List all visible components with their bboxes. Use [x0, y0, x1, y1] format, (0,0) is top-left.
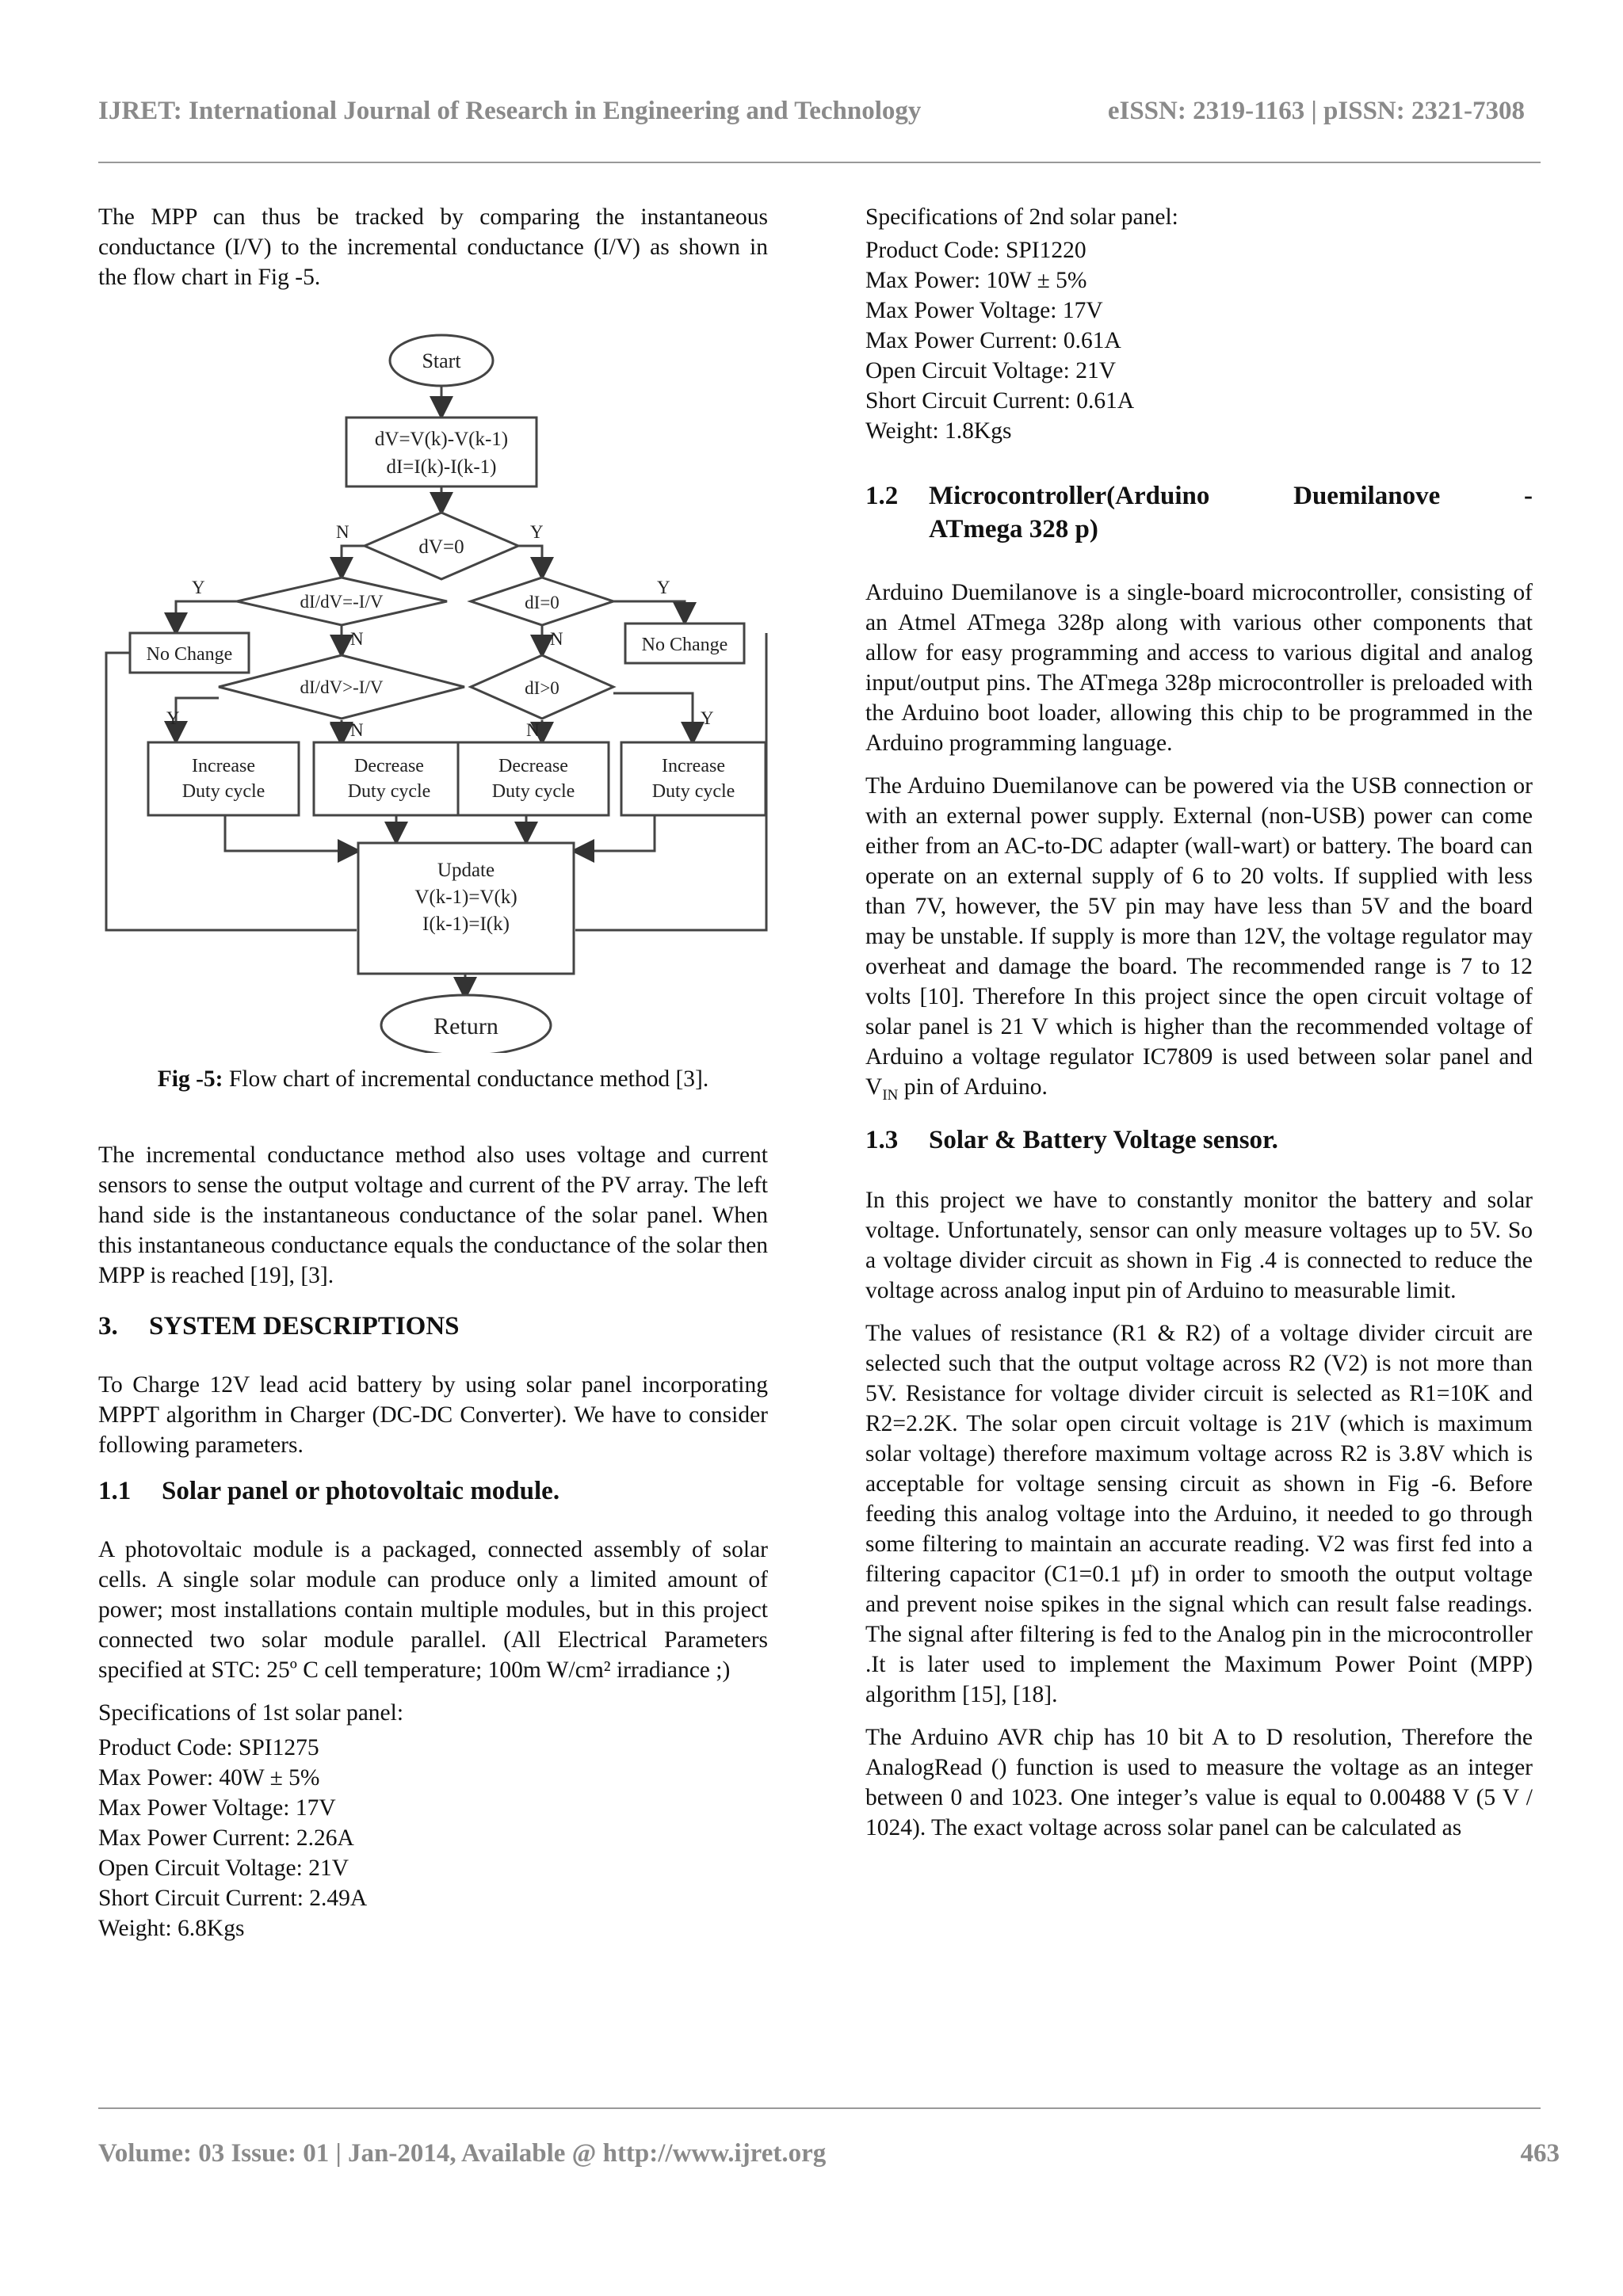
paragraph-power	[865, 771, 1533, 1111]
spec-item: Max Power: 40W ± 5%	[98, 1765, 320, 1791]
header-rule	[98, 162, 1541, 163]
flowchart-update-v: V(k-1)=V(k)	[414, 887, 517, 908]
section-number: 1.3	[865, 1125, 899, 1154]
spec-item: Weight: 1.8Kgs	[865, 418, 1012, 444]
flowchart-calc-dv: dV=V(k)-V(k-1)	[374, 429, 509, 450]
flowchart-label-y: Y	[166, 708, 180, 728]
flowchart-increase-b: Increase	[662, 756, 725, 776]
caption-label: Fig -5:	[157, 1066, 223, 1092]
spec-item: Open Circuit Voltage: 21V	[865, 358, 1117, 383]
flowchart-increase-b2: Duty cycle	[651, 781, 735, 802]
paragraph-adc: The Arduino AVR chip has 10 bit A to D resolution, Therefore the AnalogRead () function is used to measure the voltage as an integer between 0 and 1023. One integer’s value is equal to 0.00488 V (5 V / 1024). The exact voltage across solar panel can be calculated as	[865, 1724, 1533, 1840]
flowchart-label-n: N	[350, 720, 364, 740]
section-title: SYSTEM DESCRIPTIONS	[149, 1312, 460, 1341]
paragraph-system: To Charge 12V lead acid battery by using solar panel incorporating MPPT algorithm in Charger (DC-DC Converter). We have to consider following parameters.	[98, 1372, 768, 1458]
flowchart-update-i: I(k-1)=I(k)	[422, 913, 510, 935]
flowchart-decision-di0: dI=0	[525, 593, 559, 612]
journal-title: IJRET: International Journal of Research in Engineering and Technology	[98, 97, 922, 125]
flowchart-label-n: N	[550, 629, 563, 649]
section-number: 1.2	[865, 482, 899, 510]
section-title-cont: ATmega 328 p)	[929, 515, 1098, 543]
flowchart-label-y: Y	[192, 578, 205, 597]
flowchart-increase-a: Increase	[192, 756, 255, 776]
paragraph-pv-module: A photovoltaic module is a packaged, connected assembly of solar cells. A single solar module can produce only a limited amount of power; most installations contain multiple modules, but in this project connected two solar module parallel. (All Electrical Parameters specified at STC: 25º C cell temperature; 100m W/cm² irradiance ;)	[98, 1537, 768, 1683]
section-title-block	[929, 479, 1533, 546]
flowchart-decision-eq: dI/dV=-I/V	[300, 592, 384, 612]
power-text-end: pin of Arduino.	[898, 1074, 1048, 1100]
flowchart-increase-a2: Duty cycle	[181, 781, 265, 802]
spec-item: Max Power: 10W ± 5%	[865, 268, 1087, 293]
section-1-2-heading	[865, 479, 1533, 546]
flowchart-nochange-left: No Change	[146, 644, 233, 665]
section-title: Microcontroller(Arduino Duemilanove -	[929, 482, 1533, 510]
flowchart-label-y: Y	[657, 578, 670, 597]
spec2-title: Specifications of 2nd solar panel:	[865, 204, 1178, 230]
spec-item: Weight: 6.8Kgs	[98, 1916, 245, 1941]
paragraph-incremental: The incremental conductance method also uses voltage and current sensors to sense the output voltage and current of the PV array. The left hand side is the instantaneous conductance of the solar panel. When this instantaneous conductance equals the conductance of the solar then MPP is reached [19], [3].	[98, 1142, 768, 1288]
page-number: 463	[1520, 2139, 1560, 2168]
caption-text: Flow chart of incremental conductance method [3].	[223, 1066, 709, 1092]
flowchart-nochange-right: No Change	[641, 635, 728, 655]
flowchart-decrease-b: Decrease	[498, 756, 568, 776]
section-title: Solar panel or photovoltaic module.	[162, 1477, 560, 1505]
spec-item: Max Power Current: 0.61A	[865, 328, 1121, 353]
flowchart-start: Start	[422, 349, 461, 372]
footer-rule	[98, 2107, 1541, 2109]
spec-item: Max Power Voltage: 17V	[98, 1795, 336, 1821]
footer-volume: Volume: 03 Issue: 01 | Jan-2014, Available @ http://www.ijret.org	[98, 2139, 827, 2168]
flowchart-decrease-a2: Duty cycle	[347, 781, 431, 802]
section-number: 3.	[98, 1312, 118, 1341]
spec1-list	[98, 1733, 768, 1943]
flowchart-label-n: N	[526, 720, 540, 740]
spec2-list	[865, 235, 1533, 446]
paragraph-sensor: In this project we have to constantly monitor the battery and solar voltage. Unfortunately, sensor can only measure voltages up to 5V. So a voltage divider circuit as shown in Fig .4 is connected to reduce the voltage across analog input pin of Arduino to measurable limit.	[865, 1187, 1533, 1303]
spec-item: Open Circuit Voltage: 21V	[98, 1855, 349, 1881]
intro-paragraph: The MPP can thus be tracked by comparing the instantaneous conductance (I/V) to the incremental conductance (I/V) as shown in the flow chart in Fig -5.	[98, 204, 768, 290]
paragraph-divider: The values of resistance (R1 & R2) of a voltage divider circuit are selected such that the output voltage across R2 (V2) is not more than 5V. Resistance for voltage divider circuit is selected as R1=10K and R2=2.2K. The solar open circuit voltage is 21V (which is maximum solar voltage) therefore maximum voltage across R2 is 3.8V which is acceptable for voltage sensing circuit as shown in Fig -6. Before feeding this analog voltage into the Arduino, it needed to go through some filtering to maintain an accurate reading. V2 was first fed into a filtering capacitor (C1=0.1 µf) in order to smooth the output voltage and prevent noise spikes in the signal which can result false readings. The signal after filtering is fed to the Analog pin in the microcontroller .It is later used to implement the Maximum Power Point (MPP) algorithm [15], [18].	[865, 1320, 1533, 1707]
spec-item: Product Code: SPI1275	[98, 1735, 319, 1760]
flowchart-update: Update	[437, 860, 495, 881]
paragraph-arduino: Arduino Duemilanove is a single-board microcontroller, consisting of an Atmel ATmega 328p along with various other components that allow for easy programming and access to various digital and analog input/output pins. The ATmega 328p microcontroller is preloaded with the Arduino boot loader, allowing this chip to be programmed in the Arduino programming language.	[865, 580, 1533, 756]
flowchart-decrease-b2: Duty cycle	[491, 781, 575, 802]
power-text: The Arduino Duemilanove can be powered via the USB connection or with an external power supply. External (non-USB) power can come either from an AC-to-DC adapter (wall-wart) or battery. The board can operate on an external supply of 6 to 20 volts. If supplied with less than 7V, however, the 5V pin may have less than 5V and the board may be unstable. If supply is more than 12V, the voltage regulator may overheat and damage the board. The recommended range is 7 to 12 volts [10]. Therefore In this project since the open circuit voltage of solar panel is 21 V which is higher than the recommended voltage of Arduino a voltage regulator IC7809 is used between solar panel and V	[865, 773, 1533, 1100]
spec-item: Short Circuit Current: 0.61A	[865, 388, 1135, 414]
section-1-1-heading	[98, 1474, 768, 1508]
flowchart-label-y: Y	[530, 522, 544, 542]
spec-item: Max Power Current: 2.26A	[98, 1825, 354, 1851]
section-1-3-heading	[865, 1123, 1533, 1157]
flowchart-decision-dv0: dV=0	[418, 536, 464, 558]
flowchart-decision-di-gt0: dI>0	[525, 678, 559, 698]
spec-item: Short Circuit Current: 2.49A	[98, 1886, 368, 1911]
spec1-title: Specifications of 1st solar panel:	[98, 1700, 404, 1726]
flowchart-decrease-a: Decrease	[354, 756, 424, 776]
section-title: Solar & Battery Voltage sensor.	[929, 1125, 1278, 1154]
spec-item: Product Code: SPI1220	[865, 238, 1086, 263]
flowchart-label-n: N	[336, 522, 349, 542]
flowchart-label-y: Y	[701, 708, 714, 728]
left-column	[98, 202, 768, 1943]
section-3-heading	[98, 1310, 768, 1343]
right-column	[865, 202, 1533, 1843]
flowchart-return: Return	[433, 1013, 498, 1039]
flowchart	[98, 308, 768, 1053]
figure-caption	[98, 1064, 768, 1094]
vin-subscript: IN	[882, 1086, 899, 1104]
flowchart-label-n: N	[350, 629, 364, 649]
section-number: 1.1	[98, 1477, 132, 1505]
flowchart-calc-di: dI=I(k)-I(k-1)	[386, 456, 497, 478]
flowchart-decision-gt: dI/dV>-I/V	[300, 677, 384, 697]
spec-item: Max Power Voltage: 17V	[865, 298, 1103, 323]
issn: eISSN: 2319-1163 | pISSN: 2321-7308	[1107, 97, 1525, 125]
